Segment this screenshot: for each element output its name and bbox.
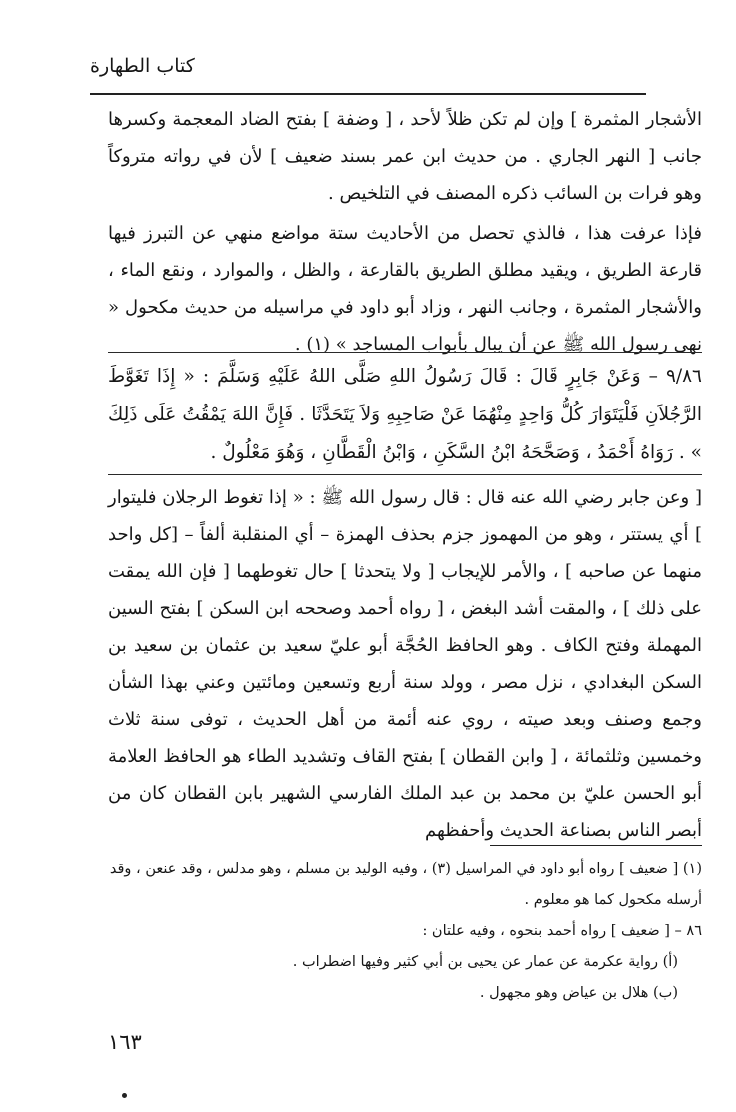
footnotes	[108, 854, 702, 1009]
footnote-2b: (ب) هلال بن عياض وهو مجهول .	[479, 985, 678, 1001]
running-head	[90, 49, 646, 83]
section-divider	[108, 474, 702, 475]
commentary-paragraph-3: [ وعن جابر رضي الله عنه قال : قال رسول الله ﷺ : « إذا تغوط الرجلان فليتوار ] أي يستتر ، وهو من المهموز جزم بحذف الهمزة – أي المنقلبة ألفاً – [كل واحد منهما عن صاحبه ] ، والأمر للإيجاب [ ولا يتحدثا ] حال تغوطهما [ فإن الله يمقت على ذلك ] ، والمقت أشد البغض ، [ رواه أحمد وصححه ابن السكن ] بفتح السين المهملة وفتح الكاف . وهو الحافظ الحُجَّة أبو عليّ سعيد بن عثمان بن سعيد بن السكن البغدادي ، نزل مصر ، وولد سنة أربع وتسعين ومائتين وعني بهذا الشأن وجمع وصنف وبعد صيته ، روي عنه أئمة من أهل الحديث ، توفى سنة ثلاث وخمسين وثلثمائة ، [ وابن القطان ] بفتح القاف وتشديد الطاء هو الحافظ العلامة أبو الحسن عليّ بن محمد بن عبد الملك الفارسي الشهير بابن القطان كان من أبصر الناس بصناعة الحديث وأحفظهم	[108, 487, 703, 841]
hadith-text: ٩/٨٦ – وَعَنْ جَابِرٍ قَالَ : قَالَ رَسُولُ اللهِ صَلَّى اللهُ عَلَيْهِ وَسَلَّمَ : « إِذَا تَغَوَّطَ الرَّجُلاَنِ فَلْيَتَوَارَ كُلُّ وَاحِدٍ مِنْهُمَا عَنْ صَاحِبِهِ وَلاَ يَتَحَدَّثَا . فَإِنَّ اللهَ يَمْقُتُ عَلَى ذَلِكَ » . رَوَاهُ أَحْمَدُ ، وَصَحَّحَهُ ابْنُ السَّكَنِ ، وَابْنُ الْقَطَّانِ ، وَهُوَ مَعْلُولٌ .	[108, 366, 702, 463]
section-divider	[108, 352, 702, 353]
commentary-paragraph-2: فإذا عرفت هذا ، فالذي تحصل من الأحاديث ستة مواضع منهي عن التبرز فيها قارعة الطريق ، ويقيد مطلق الطريق بالقارعة ، والظل ، والموارد ، ونقع الماء ، والأشجار المثمرة ، وجانب النهر ، وزاد أبو داود في مراسيله من حديث مكحول « نهى رسول الله ﷺ عن أن يبال بأبواب المساجد » (١) .	[108, 223, 702, 355]
page-number: ١٦٣	[108, 1030, 142, 1054]
header-rule	[90, 93, 646, 95]
footnote-2a: (أ) رواية عكرمة عن عمار عن يحيى بن أبي كثير وفيها اضطراب .	[292, 954, 678, 970]
footnote-2: ٨٦ – [ ضعيف ] رواه أحمد بنحوه ، وفيه علتان :	[422, 923, 702, 939]
print-dot	[122, 1093, 127, 1098]
footnote-rule	[490, 845, 702, 846]
running-head-title: كتاب الطهارة	[90, 55, 195, 77]
commentary-paragraph-1: الأشجار المثمرة ] وإن لم تكن ظلاً لأحد ، [ وضفة ] بفتح الضاد المعجمة وكسرها جانب [ النهر الجاري . من حديث ابن عمر بسند ضعيف ] لأن في رواته متروكاً وهو فرات بن السائب ذكره المصنف في التلخيص .	[108, 109, 702, 204]
footnote-1: (١) [ ضعيف ] رواه أبو داود في المراسيل (٣) ، وفيه الوليد بن مسلم ، وهو مدلس ، وقد عنعن ، وقد أرسله مكحول كما هو معلوم .	[109, 861, 702, 908]
